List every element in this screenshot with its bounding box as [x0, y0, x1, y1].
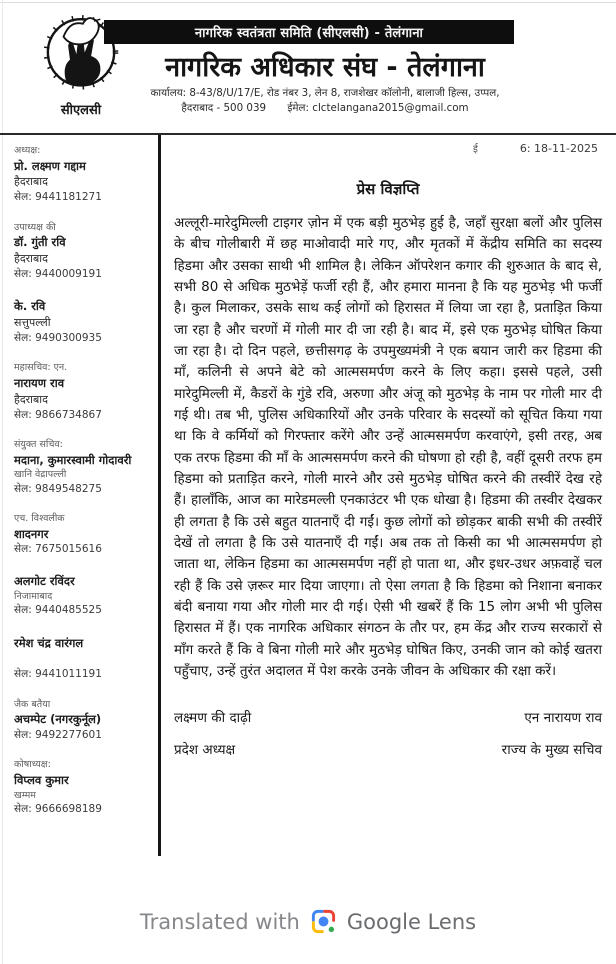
signature-left-name: लक्ष्मण की दाढ़ी: [174, 710, 252, 727]
google-lens-icon: [310, 908, 337, 935]
signature-titles-row: [174, 740, 602, 758]
signature-right-name: एन नारायण राव: [524, 710, 602, 727]
bearer-role: संयुक्त सचिव:: [14, 438, 63, 450]
bearer-role: जैक बतैया: [14, 698, 51, 710]
bearer-phone: सेल: 9441011191: [14, 668, 102, 681]
bearer-name: अचम्पेट (नगरकुर्नूल): [14, 712, 102, 727]
date-value: 6: 18-11-2025: [519, 141, 598, 155]
date-row: [174, 141, 602, 155]
bearer-role: कोषाध्यक्ष:: [14, 759, 51, 771]
office-bearers-sidebar: [0, 135, 158, 879]
bearer-phone: सेल: 9490300935: [14, 331, 102, 344]
signature-right-title: राज्य के मुख्य सचिव: [501, 742, 602, 759]
office-bearer-entry: [14, 298, 150, 346]
bearer-role: महासचिव: एन.: [14, 362, 68, 374]
office-bearer-entry: [14, 513, 150, 558]
press-release-body: [161, 135, 616, 758]
bearer-phone: सेल: 7675015616: [14, 543, 102, 556]
office-bearer-entry: [14, 635, 150, 652]
bearer-note: खम्मम: [14, 789, 36, 801]
office-bearer-entry: [14, 667, 150, 682]
address-line2: हैदराबाद - 500 039: [181, 101, 267, 114]
date-mark: ई: [472, 144, 478, 155]
google-lens-label: Google Lens: [346, 909, 477, 934]
bearer-name: मदाना, कुमारस्वामी गोदावरी: [14, 452, 132, 467]
logo-caption: सीएलसी: [60, 103, 102, 118]
bearer-role: एच. विश्वलीक: [14, 512, 65, 524]
letterhead-header: [0, 0, 616, 134]
bearer-name: प्रो. लक्ष्मण गद्दाम: [14, 158, 86, 173]
bearer-phone: सेल: 9849548275: [14, 482, 102, 495]
translated-with-label: Translated with: [139, 909, 300, 934]
press-release-title: प्रेस विज्ञप्ति: [356, 180, 420, 198]
signature-names-row: [174, 708, 602, 726]
signature-left-title: प्रदेश अध्यक्ष: [174, 742, 236, 759]
bearer-note: निजामाबाद: [14, 591, 53, 603]
address-line1: कार्यालय: 8-43/8/U/17/E, रोड नंबर 3, लेन 8, राजशेखर कॉलोनी, बालाजी हिल्स, उप्पल,: [150, 87, 500, 99]
bearer-city: हैदराबाद: [14, 252, 49, 266]
bearer-phone: सेल: 9666698189: [14, 803, 102, 816]
bearer-name: शादनगर: [14, 526, 49, 541]
bearer-name: रमेश चंद्र वारंगल: [14, 635, 84, 650]
office-bearer-entry: [14, 145, 150, 206]
bearer-phone: सेल: 9441181271: [14, 191, 102, 204]
office-bearer-entry: [14, 699, 150, 744]
press-release-text: अल्लूरी-मारेदुमिल्ली टाइगर ज़ोन में एक बड़ी मुठभेड़ हुई है, जहाँ सुरक्षा बलों और पुलिस के बीच गोलीबारी में छह माओवादी मारे गए, और मृतकों में केंद्रीय समिति का सदस्य हिडमा और उसका साथी भी शामिल है। लेकिन ऑपरेशन कगार की शुरुआत के बाद से, सभी 80 से अधिक मुठभेड़ें फर्जी रही हैं, और हमारा मानना है कि यह मुठभेड़ भी फर्जी है। कुल मिलाकर, उसके साथ कई लोगों को हिरासत में लिया जा रहा है, प्रताड़ित किया जा रहा है और चरणों में गोली मार दी जा रही है। बाद में, इसे एक मुठभेड़ घोषित किया जा रहा है। दो दिन पहले, छत्तीसगढ़ के उपमुख्यमंत्री ने एक बयान जारी कर हिडमा की माँ, कलिनी से अपने बेटे को आत्मसमर्पण करने के लिए कहा। इससे पहले, उसी मारेदुमिल्ली में, कैडरों के गुंडे रवि, अरुणा और अंजू को मुठभेड़ के नाम पर गोली मार दी गई थी। तब भी, पुलिस अधिकारियों और उनके परिवार के सदस्यों को सूचित किया गया था कि वे कर्मियों को गिरफ्तार करेंगे और उन्हें आत्मसमर्पण करवाएंगे, इसी तरह, अब एक तरफ हिडमा की माँ के आत्मसमर्पण करने की घोषणा हो रही है, वहीं दूसरी तरफ हम हिडमा को प्रताड़ित करने, गोली मारने और उसे मुठभेड़ घोषित करने की तस्वीरें देख रहे हैं। हालाँकि, आज का मारेडमल्ली एनकाउंटर भी एक धोखा है। हिडमा की तस्वीर देखकर ही लगता है कि उसे बहुत यातनाएँ दी गईं। कुछ लोगों को छोड़कर बाकी सभी की तस्वीरें देखें तो लगता है कि उसे यातनाएँ दी गईं। अब तक तो किसी का भी आत्मसमर्पण हो जाता था, लेकिन हिडमा का आत्मसमर्पण नहीं हो पाता था, और इधर-उधर अफ़वाहें चल रही हैं कि उसे ज़रूर मार दिया जाएगा। तो ऐसा लगता है कि हिडमा को निशाना बनाकर बंदी बनाया गया और गोली मार दी गई। ऐसी भी खबरें हैं कि 15 लोग अभी भी पुलिस हिरासत में हैं। एक नागरिक अधिकार संगठन के तौर पर, हम केंद्र और राज्य सरकारों से माँग करते हैं कि वे बिना गोली मारे और मुठभेड़ घोषित किए, उनकी जान को कोई खतरा पहुँचाए, उन्हें तुरंत अदालत में पेश करके उनके जीवन के अधिकार की रक्षा करें।: [174, 215, 602, 679]
bearer-phone: सेल: 9440009191: [14, 268, 102, 281]
office-bearer-entry: [14, 222, 150, 283]
bearer-name: डॉ. गुंती रवि: [14, 235, 66, 250]
office-bearer-entry: [14, 759, 150, 817]
bearer-name: विप्लव कुमार: [14, 773, 69, 788]
bearer-phone: सेल: 9492277601: [14, 729, 102, 742]
bearer-name: के. रवि: [14, 299, 46, 314]
organization-address: [118, 86, 532, 116]
bearer-name: अलगोट रविंदर: [14, 574, 75, 589]
email-text: ईमेल: clctelangana2015@gmail.com: [287, 101, 469, 114]
bearer-role: उपाध्यक्ष की: [14, 221, 56, 233]
office-bearer-entry: [14, 362, 150, 423]
bearer-city: हैदराबाद: [14, 392, 49, 406]
bearer-city: हैदराबाद: [14, 175, 49, 189]
bearer-city: सत्तुपल्ली: [14, 315, 51, 329]
committee-banner: नागरिक स्वतंत्रता समिति (सीएलसी) - तेलंगाना: [104, 20, 514, 44]
bearer-phone: सेल: 9440485525: [14, 604, 102, 617]
bearer-role: अध्यक्ष:: [14, 145, 41, 156]
office-bearer-entry: [14, 439, 150, 497]
google-lens-footer: [0, 908, 616, 935]
office-bearer-entry: [14, 573, 150, 618]
organization-title: नागरिक अधिकार संघ - तेलंगाना: [165, 52, 485, 83]
bearer-note: खानि वेद्रापल्ली: [14, 469, 67, 481]
bearer-name: नारायण राव: [14, 375, 65, 390]
bearer-phone: सेल: 9866734867: [14, 408, 102, 421]
